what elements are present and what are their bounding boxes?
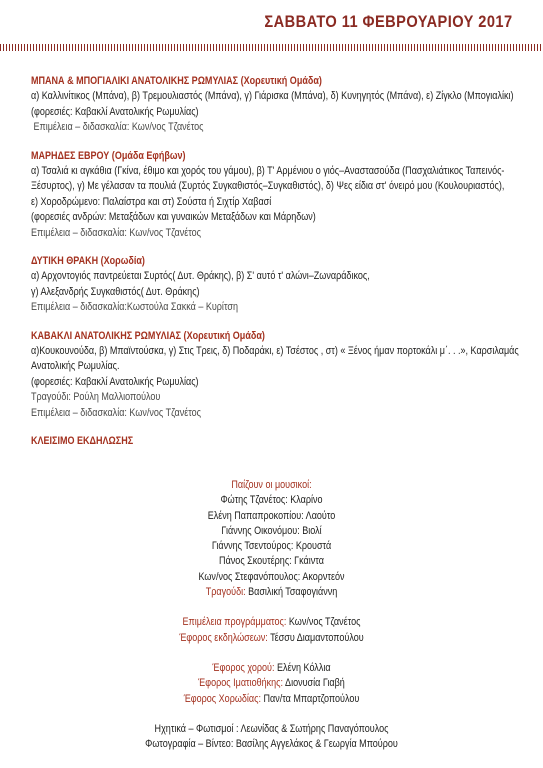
section-line: Ανατολικής Ρωμυλίας. [31, 360, 120, 372]
section-heading: ΜΠΑΝΑ & ΜΠΟΓΙΑΛΙΚΙ ΑΝΑΤΟΛΙΚΗΣ ΡΩΜΥΛΙΑΣ (Χορευτική Ομάδα) [31, 75, 322, 87]
section-marides-evrou [31, 149, 531, 242]
musician-line: Γιάννης Τσεντούρος: Κρουστά [211, 540, 332, 553]
tech-credit: Ηχητικά – Φωτισμοί : Λεωνίδας & Σωτήρης Παναγόπουλος [154, 722, 389, 735]
section-line: ε) Χοροδρώμενο: Παλαίστρα και στ) Σούστα ή Σιχτίρ Χαβασί [31, 195, 272, 208]
credit-value: Παν/τα Μπαρτζοπούλου [260, 692, 360, 705]
musicians-heading: Παίζουν οι μουσικοί: [231, 479, 312, 491]
choir-officer-credit [49, 692, 494, 707]
section-line: Τραγούδι: Ρούλη Μαλλιοπούλου [31, 391, 161, 403]
section-line: Επιμέλεια – διδασκαλία: Κων/νος Τζανέτος [31, 226, 202, 239]
credit-value: Τέσσυ Διαμαντοπούλου [267, 631, 364, 644]
dance-officer-credit [49, 661, 494, 676]
credit-label: Τραγούδι: [205, 586, 246, 599]
section-bana-mpogialiki [31, 74, 531, 136]
section-dytiki-thraki [31, 254, 531, 316]
singer-credit [49, 585, 494, 600]
wardrobe-officer-credit [49, 676, 494, 691]
header-pattern-band [0, 44, 543, 51]
musician-line: Κων/νος Στεφανόπουλος: Ακορντεόν [198, 570, 345, 583]
credits-block [0, 478, 543, 752]
section-line: α)Κουκουνούδα, β) Μπαϊντούσκα, γ) Στις Τρεις, δ) Ποδαράκι, ε) Τσέστος , στ) « Ξένος ήμαν πορτοκάλι μ΄. . .», Καρσιλαμάς [31, 344, 519, 357]
section-line: Ξέσυρτος), γ) Με γέλασαν τα πουλιά (Συρτός Συγκαθιστός–Συγκαθιστός), δ) Ψες είδια στ' όνειρό μου (Κουλουριαστός), [31, 180, 505, 192]
section-line: α) Αρχοντογιός παντρεύεται Συρτός( Δυτ. Θράκης), β) Σ' αυτό τ' αλώνι–Ζωναράδικος, [31, 270, 370, 282]
section-closing [31, 434, 531, 449]
section-heading: ΚΛΕΙΣΙΜΟ ΕΚΔΗΛΩΣΗΣ [31, 435, 134, 447]
section-kavakli [31, 329, 531, 422]
section-heading: ΚΑΒΑΚΛΙ ΑΝΑΤΟΛΙΚΗΣ ΡΩΜΥΛΙΑΣ (Χορευτική Ομάδα) [31, 329, 265, 342]
credit-label: Έφορος εκδηλώσεων: [179, 631, 268, 644]
events-officer-credit [49, 631, 494, 646]
section-line: (φορεσιές: Καβακλί Ανατολικής Ρωμυλίας) [31, 105, 199, 118]
section-heading: ΔΥΤΙΚΗ ΘΡΑΚΗ (Χορωδία) [31, 255, 145, 267]
section-heading: ΜΑΡΗΔΕΣ ΕΒΡΟΥ (Ομάδα Εφήβων) [31, 149, 186, 162]
section-line: α) Τσαλιά κι αγκάθια (Γκίνα, έθιμο και χορός του γάμου), β) Τ' Αρμένιου ο γιός–Αναστασούδα (Πασχαλιάτικος Ταπεινός- [31, 164, 505, 177]
credit-value: Βασιλική Τσαφογιάννη [245, 586, 338, 599]
credit-label: Έφορος Χορωδίας: [183, 692, 261, 705]
program-list [31, 74, 531, 462]
credit-value: Διονυσία Γιαβή [283, 677, 345, 690]
credit-label: Έφορος χορού: [212, 661, 275, 674]
tech-credit: Φωτογραφία – Βίντεο: Βασίλης Αγγελάκος & Γεωργία Μπούρου [145, 738, 398, 751]
section-line: Επιμέλεια – διδασκαλία: Κων/νος Τζανέτος [33, 121, 204, 133]
section-line: (φορεσιές: Καβακλί Ανατολικής Ρωμυλίας) [31, 375, 199, 388]
section-line: γ) Αλεξανδρής Συγκαθιστός( Δυτ. Θράκης) [31, 285, 200, 298]
credit-value: Ελένη Κόλλια [274, 661, 331, 674]
section-line: Επιμέλεια – διδασκαλία: Κων/νος Τζανέτος [31, 406, 202, 419]
musician-line: Φώτης Τζανέτος: Κλαρίνο [220, 494, 323, 507]
section-line: α) Καλλινίτικος (Μπάνα), β) Τρεμουλιαστός (Μπάνα), γ) Γιάρισκα (Μπάνα), δ) Κυνηγητός (Μπάνα), ε) Ζίγκλο (Μπογιαλίκι) [31, 90, 514, 102]
section-line: Επιμέλεια – διδασκαλία:Κωστούλα Σακκά – Κυρίτση [31, 301, 238, 313]
credit-label: Έφορος Ιματιοθήκης: [198, 677, 284, 690]
musician-line: Γιάννης Οικονόμου: Βιολί [221, 524, 322, 537]
musician-line: Πάνος Σκουτέρης: Γκάιντα [219, 555, 324, 568]
musician-line: Ελένη Παπαπροκοπίου: Λαούτο [207, 509, 336, 522]
section-line: (φορεσιές ανδρών: Μεταξάδων και γυναικών Μεταξάδων και Μάρηδων) [31, 211, 316, 223]
credit-value: Κων/νος Τζανέτος [286, 616, 361, 629]
page-title: ΣΑΒΒΑΤΟ 11 ΦΕΒΡΟΥΑΡΙΟΥ 2017 [264, 12, 513, 31]
program-editor-credit [49, 615, 494, 630]
credit-label: Επιμέλεια προγράμματος: [182, 616, 287, 629]
